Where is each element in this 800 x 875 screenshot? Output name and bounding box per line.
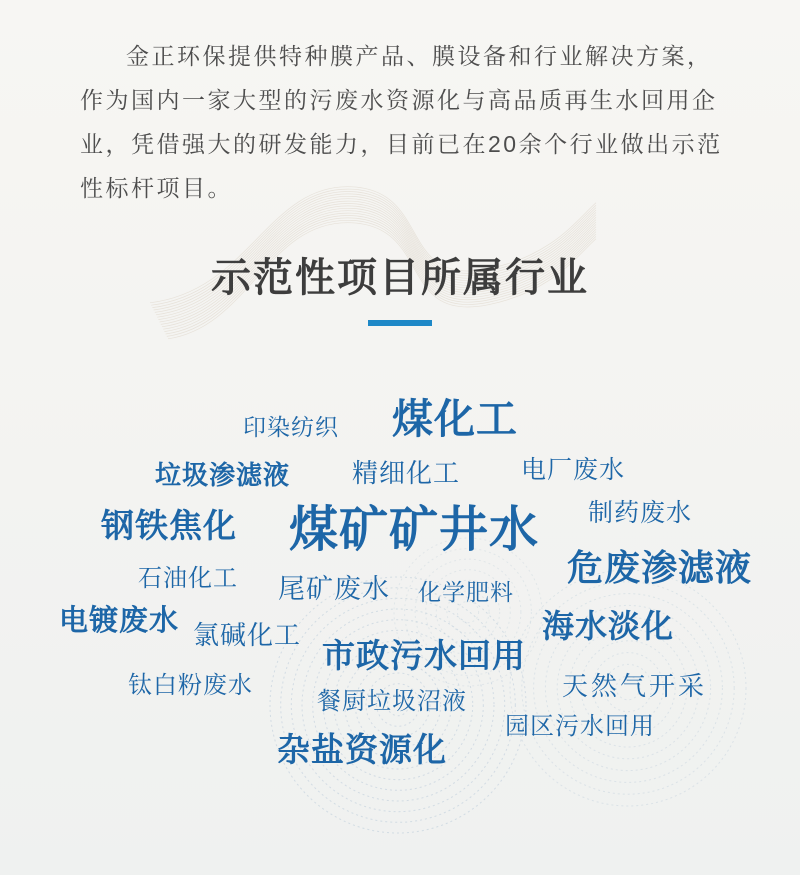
cloud-word-coal-mine-water: 煤矿矿井水: [289, 503, 540, 557]
cloud-word-petrochemical: 石油化工: [138, 565, 238, 592]
intro-line: 性标杆项目。: [80, 175, 233, 201]
cloud-word-fine-chemical: 精细化工: [352, 458, 461, 488]
cloud-word-landfill-leachate: 垃圾渗滤液: [155, 460, 291, 490]
intro-line: 作为国内一家大型的污废水资源化与高品质再生水回用企: [80, 87, 718, 113]
cloud-word-electroplating-wastewater: 电镀废水: [59, 605, 180, 637]
cloud-word-chlor-alkali: 氯碱化工: [193, 620, 302, 650]
cloud-word-printing-dyeing-textile: 印染纺织: [243, 414, 339, 440]
intro-line: 业，凭借强大的研发能力，目前已在20余个行业做出示范: [80, 131, 723, 157]
intro-line: 金正环保提供特种膜产品、膜设备和行业解决方案，: [126, 43, 713, 69]
cloud-word-coal-chemical: 煤化工: [392, 396, 518, 442]
cloud-word-hazardous-waste-leachate: 危废渗滤液: [567, 547, 753, 588]
cloud-word-steel-coking: 钢铁焦化: [101, 507, 237, 544]
section-title: 示范性项目所属行业: [211, 256, 589, 300]
cloud-word-mixed-salt-recycling: 杂盐资源化: [277, 731, 447, 768]
cloud-word-tailings-wastewater: 尾矿废水: [278, 574, 390, 604]
cloud-word-kitchen-waste-biogas-slurry: 餐厨垃圾沼液: [317, 688, 467, 715]
cloud-word-chemical-fertilizer: 化学肥料: [418, 579, 514, 605]
cloud-word-pharmaceutical-wastewater: 制药废水: [588, 499, 693, 527]
cloud-word-seawater-desalination: 海水淡化: [542, 608, 675, 644]
cloud-word-natural-gas-extraction: 天然气开采: [562, 671, 708, 701]
cloud-word-municipal-sewage-reuse: 市政污水回用: [322, 637, 526, 674]
cloud-word-park-sewage-reuse: 园区污水回用: [505, 713, 655, 740]
cloud-word-titanium-dioxide-wastewater: 钛白粉废水: [128, 672, 253, 699]
cloud-word-power-plant-wastewater: 电厂废水: [521, 456, 626, 484]
